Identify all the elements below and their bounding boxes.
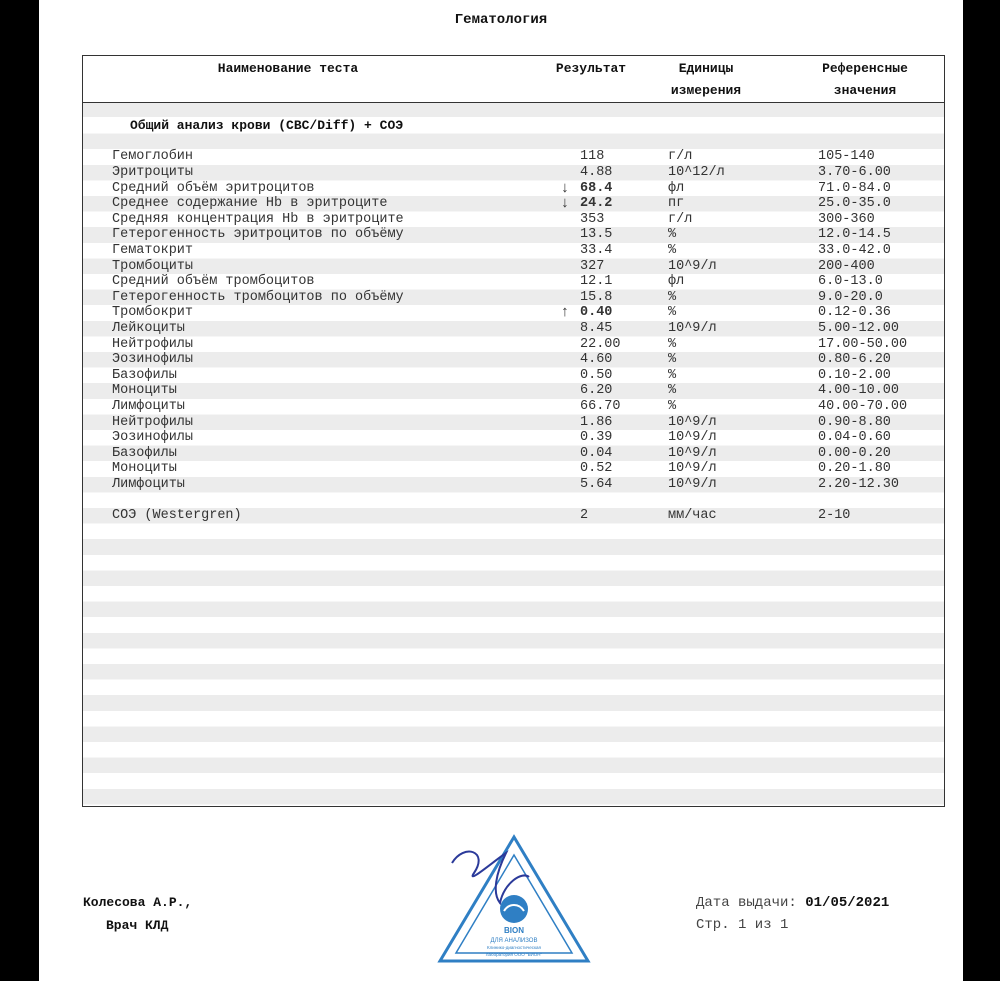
section-title: Общий анализ крови (CBC/Diff) + СОЭ (130, 118, 404, 133)
column-header-reference-line2: значения (833, 83, 897, 98)
table-row (83, 274, 944, 290)
test-name: Нейтрофилы (112, 414, 194, 430)
table-row (83, 477, 944, 493)
arrow-down-icon: ↓ (560, 179, 570, 197)
test-name: СОЭ (Westergren) (112, 508, 242, 524)
unit: % (668, 336, 677, 352)
result-value: 22.00 (580, 336, 621, 352)
unit: % (668, 383, 677, 399)
result-value: 4.88 (580, 165, 613, 180)
result-value: 0.50 (580, 367, 613, 383)
unit: фл (668, 180, 685, 196)
result-value: 353 (580, 211, 605, 227)
table-row (83, 399, 944, 415)
table-row (83, 337, 944, 353)
column-header-reference-line1: Референсные (822, 61, 908, 76)
result-value: 5.64 (580, 477, 613, 492)
results-table (82, 55, 945, 807)
table-row (83, 352, 944, 368)
unit: % (668, 243, 677, 258)
result-value: 1.86 (580, 414, 613, 430)
reference-range: 0.10-2.00 (818, 367, 891, 383)
test-name: Эритроциты (112, 165, 194, 180)
table-row (83, 446, 944, 462)
table-row (83, 149, 944, 165)
result-value: 0.39 (580, 430, 613, 446)
reference-range: 0.20-1.80 (818, 461, 891, 477)
reference-range: 0.00-0.20 (818, 445, 891, 461)
issue-date (696, 895, 889, 911)
reference-range: 5.00-12.00 (818, 321, 900, 336)
lab-stamp-icon (434, 833, 594, 965)
result-value: 0.52 (580, 461, 613, 477)
test-name: Тромбоциты (112, 258, 194, 274)
doctor-role: Врач КЛД (106, 918, 169, 933)
unit: мм/час (668, 508, 717, 524)
column-header-reference (805, 58, 925, 102)
test-name: Средний объём эритроцитов (112, 180, 315, 196)
unit: % (668, 352, 677, 368)
table-row-spacer (83, 493, 944, 509)
test-name: Базофилы (112, 445, 177, 461)
unit: 10^9/л (668, 258, 717, 274)
stamp-line2: Клинико-диагностическая (487, 945, 541, 950)
report-page (39, 0, 963, 981)
reference-range: 3.70-6.00 (818, 165, 891, 180)
result-value: 2 (580, 508, 589, 524)
test-name: Средняя концентрация Hb в эритроците (112, 211, 404, 227)
column-header-test-name: Наименование теста (217, 61, 359, 76)
table-row (83, 415, 944, 431)
unit: 10^9/л (668, 430, 717, 446)
test-name: Гематокрит (112, 243, 194, 258)
table-row (83, 227, 944, 243)
table-row (83, 383, 944, 399)
column-header-units (656, 58, 756, 102)
test-name: Гемоглобин (112, 149, 194, 165)
result-value: 0.40 (580, 305, 613, 321)
column-header-units-line1: Единицы (678, 61, 734, 76)
test-name: Лейкоциты (112, 321, 185, 336)
test-name: Средний объём тромбоцитов (112, 274, 315, 290)
reference-range: 40.00-70.00 (818, 399, 908, 414)
unit: фл (668, 274, 685, 290)
unit: 10^9/л (668, 321, 717, 336)
test-name: Лимфоциты (112, 477, 185, 492)
reference-range: 200-400 (818, 258, 875, 274)
test-name: Среднее содержание Hb в эритроците (112, 196, 388, 212)
result-value: 68.4 (580, 180, 613, 196)
test-name: Нейтрофилы (112, 336, 194, 352)
reference-range: 25.0-35.0 (818, 196, 891, 212)
result-value: 6.20 (580, 383, 613, 399)
stamp-brand: BION (504, 926, 524, 935)
unit: 10^12/л (668, 165, 725, 180)
reference-range: 33.0-42.0 (818, 243, 891, 258)
unit: % (668, 227, 677, 243)
issue-date-label: Дата выдачи: (696, 895, 797, 911)
test-name: Эозинофилы (112, 352, 194, 368)
result-value: 12.1 (580, 274, 613, 290)
reference-range: 0.80-6.20 (818, 352, 891, 368)
unit: 10^9/л (668, 461, 717, 477)
unit: г/л (668, 149, 693, 165)
table-row (83, 368, 944, 384)
unit: % (668, 367, 677, 383)
page-number: Стр. 1 из 1 (696, 917, 789, 933)
result-value: 327 (580, 258, 605, 274)
test-name: Гетерогенность эритроцитов по объёму (112, 227, 404, 243)
reference-range: 300-360 (818, 211, 875, 227)
table-row (83, 243, 944, 259)
reference-range: 0.90-8.80 (818, 414, 891, 430)
unit: % (668, 289, 677, 305)
reference-range: 9.0-20.0 (818, 289, 883, 305)
reference-range: 0.12-0.36 (818, 305, 891, 321)
table-row (83, 430, 944, 446)
reference-range: 17.00-50.00 (818, 336, 908, 352)
unit: % (668, 305, 677, 321)
table-row (83, 181, 944, 197)
unit: 10^9/л (668, 414, 717, 430)
test-name: Лимфоциты (112, 399, 185, 414)
reference-range: 6.0-13.0 (818, 274, 883, 290)
result-value: 15.8 (580, 289, 613, 305)
table-row (83, 165, 944, 181)
test-name: Гетерогенность тромбоцитов по объёму (112, 289, 404, 305)
table-row (83, 305, 944, 321)
reference-range: 0.04-0.60 (818, 430, 891, 446)
test-name: Эозинофилы (112, 430, 194, 446)
table-row (83, 290, 944, 306)
stamp-line3: лаборатория ООО "БИОН" (485, 952, 543, 957)
test-name: Моноциты (112, 383, 177, 399)
table-row (83, 461, 944, 477)
table-row (83, 212, 944, 228)
arrow-up-icon: ↑ (560, 304, 570, 322)
table-row (83, 196, 944, 212)
unit: пг (668, 196, 685, 212)
table-row (83, 508, 944, 524)
test-name: Моноциты (112, 461, 177, 477)
column-header-result: Результат (555, 61, 627, 76)
result-value: 0.04 (580, 445, 613, 461)
doctor-name: Колесова А.Р., (83, 895, 193, 910)
result-value: 33.4 (580, 243, 613, 258)
test-name: Базофилы (112, 367, 177, 383)
reference-range: 2-10 (818, 508, 851, 524)
reference-range: 4.00-10.00 (818, 383, 900, 399)
result-value: 66.70 (580, 399, 621, 414)
table-header (83, 56, 944, 103)
issue-date-value: 01/05/2021 (805, 895, 890, 911)
reference-range: 12.0-14.5 (818, 227, 891, 243)
reference-range: 2.20-12.30 (818, 477, 900, 492)
arrow-down-icon: ↓ (560, 195, 570, 213)
unit: 10^9/л (668, 477, 717, 492)
test-name: Тромбокрит (112, 305, 194, 321)
table-row (83, 259, 944, 275)
result-value: 13.5 (580, 227, 613, 243)
result-value: 8.45 (580, 321, 613, 336)
unit: 10^9/л (668, 445, 717, 461)
reference-range: 105-140 (818, 149, 875, 165)
table-row (83, 321, 944, 337)
result-value: 118 (580, 149, 605, 165)
stamp-line1: ДЛЯ АНАЛИЗОВ (490, 938, 538, 944)
result-value: 4.60 (580, 352, 613, 368)
unit: г/л (668, 211, 693, 227)
result-value: 24.2 (580, 196, 613, 212)
column-header-units-line2: измерения (670, 83, 742, 98)
reference-range: 71.0-84.0 (818, 180, 891, 196)
unit: % (668, 399, 677, 414)
page-title: Гематология (454, 12, 548, 28)
